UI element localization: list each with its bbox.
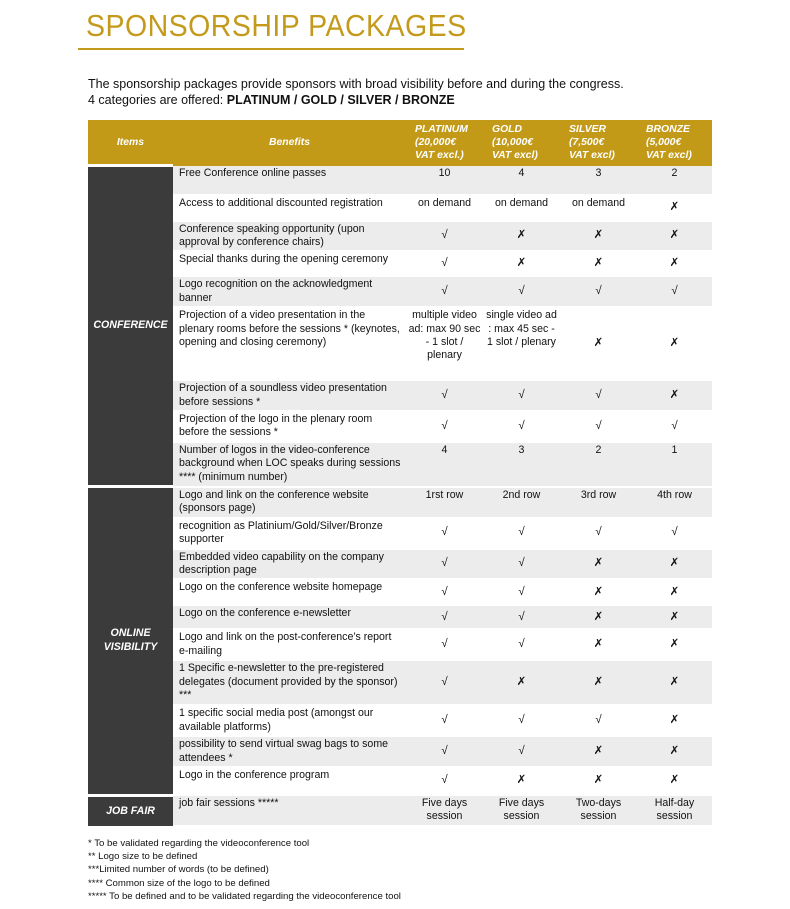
value-cell-gold: ✗ — [483, 767, 560, 795]
table-row — [88, 487, 712, 518]
benefit-cell: Logo on the conference website homepage — [173, 579, 406, 605]
benefit-cell: Free Conference online passes — [173, 166, 406, 195]
table-row — [88, 307, 712, 380]
value-cell-bronze: ✗ — [637, 549, 712, 580]
value-cell-gold: 2nd row — [483, 487, 560, 518]
value-cell-silver: ✗ — [560, 660, 637, 705]
title-underline — [78, 48, 464, 50]
value-cell-platinum: on demand — [406, 195, 483, 221]
value-cell-bronze: ✗ — [637, 705, 712, 736]
header-package-price: (7,500€ — [569, 137, 605, 149]
table-row — [88, 549, 712, 580]
header-package-name: SILVER — [569, 124, 606, 136]
header-package-vat: VAT excl.) — [415, 150, 464, 162]
footnote: **** Common size of the logo to be defined — [88, 877, 270, 889]
table-row — [88, 380, 712, 411]
table-row — [88, 660, 712, 705]
value-cell-platinum: √ — [406, 411, 483, 442]
value-cell-platinum: √ — [406, 579, 483, 605]
value-cell-platinum: 4 — [406, 442, 483, 487]
intro-line-2 — [88, 92, 728, 108]
benefit-cell: Special thanks during the opening ceremony — [173, 251, 406, 276]
value-cell-bronze: √ — [637, 518, 712, 549]
value-cell-platinum: √ — [406, 736, 483, 767]
header-benefits: Benefits — [173, 120, 406, 166]
value-cell-silver: 3rd row — [560, 487, 637, 518]
table-row — [88, 276, 712, 307]
value-cell-silver: √ — [560, 276, 637, 307]
value-cell-gold: √ — [483, 605, 560, 629]
value-cell-platinum: √ — [406, 767, 483, 795]
value-cell-gold: ✗ — [483, 660, 560, 705]
value-cell-bronze: 4th row — [637, 487, 712, 518]
header-package-vat: VAT excl) — [492, 150, 538, 162]
value-cell-gold: √ — [483, 549, 560, 580]
value-cell-bronze: ✗ — [637, 579, 712, 605]
value-cell-platinum: √ — [406, 276, 483, 307]
benefit-cell: Logo and link on the post-conference’s report e-mailing — [173, 629, 406, 660]
benefit-cell: Logo and link on the conference website (sponsors page) — [173, 487, 406, 518]
benefit-cell: Access to additional discounted registration — [173, 195, 406, 221]
sponsorship-table — [88, 120, 712, 827]
intro-text — [88, 76, 728, 108]
footnotes — [88, 837, 728, 903]
header-package-vat: VAT excl) — [646, 150, 692, 162]
table-row — [88, 195, 712, 221]
value-cell-silver: ✗ — [560, 736, 637, 767]
benefit-cell: Conference speaking opportunity (upon approval by conference chairs) — [173, 221, 406, 252]
value-cell-silver: ✗ — [560, 629, 637, 660]
value-cell-gold: √ — [483, 629, 560, 660]
value-cell-silver: ✗ — [560, 579, 637, 605]
footnote: ***** To be defined and to be validated regarding the videoconference tool — [88, 890, 401, 902]
value-cell-bronze: ✗ — [637, 629, 712, 660]
benefit-cell: Projection of a soundless video presentation before sessions * — [173, 380, 406, 411]
header-package-vat: VAT excl) — [569, 150, 615, 162]
table-row — [88, 629, 712, 660]
table-row — [88, 767, 712, 795]
page-title: SPONSORSHIP PACKAGES — [86, 8, 467, 43]
value-cell-bronze: √ — [637, 411, 712, 442]
intro-line-2-prefix: 4 categories are offered: — [88, 93, 227, 107]
group-label: JOB FAIR — [88, 795, 173, 826]
group-label: ONLINE VISIBILITY — [88, 487, 173, 795]
value-cell-bronze: Half-day session — [637, 795, 712, 826]
benefit-cell: Logo on the conference e-newsletter — [173, 605, 406, 629]
table-row — [88, 795, 712, 826]
benefit-cell: job fair sessions ***** — [173, 795, 406, 826]
benefit-cell: Logo in the conference program — [173, 767, 406, 795]
value-cell-gold: √ — [483, 411, 560, 442]
value-cell-platinum: √ — [406, 251, 483, 276]
header-bronze — [637, 120, 712, 166]
benefit-cell: possibility to send virtual swag bags to some attendees * — [173, 736, 406, 767]
value-cell-platinum: √ — [406, 629, 483, 660]
header-package-name: BRONZE — [646, 124, 690, 136]
value-cell-bronze: 2 — [637, 166, 712, 195]
value-cell-bronze: ✗ — [637, 767, 712, 795]
benefit-cell: Logo recognition on the acknowledgment banner — [173, 276, 406, 307]
benefit-cell: Number of logos in the video-conference background when LOC speaks during sessions **** (minimum number) — [173, 442, 406, 487]
header-package-name: PLATINUM — [415, 124, 468, 136]
value-cell-silver: 3 — [560, 166, 637, 195]
value-cell-silver: on demand — [560, 195, 637, 221]
value-cell-gold: √ — [483, 736, 560, 767]
benefit-cell: 1 specific social media post (amongst our available platforms) — [173, 705, 406, 736]
header-package-name: GOLD — [492, 124, 523, 136]
value-cell-platinum: Five days session — [406, 795, 483, 826]
table-row — [88, 166, 712, 195]
value-cell-gold: √ — [483, 579, 560, 605]
header-items: Items — [88, 120, 173, 166]
value-cell-silver: √ — [560, 518, 637, 549]
header-platinum — [406, 120, 483, 166]
table-row — [88, 518, 712, 549]
header-package-price: (5,000€ — [646, 137, 682, 149]
header-row — [88, 120, 712, 166]
value-cell-silver: √ — [560, 380, 637, 411]
value-cell-bronze: ✗ — [637, 380, 712, 411]
value-cell-silver: ✗ — [560, 251, 637, 276]
benefit-cell: Projection of the logo in the plenary room before the sessions * — [173, 411, 406, 442]
value-cell-bronze: √ — [637, 276, 712, 307]
value-cell-bronze: ✗ — [637, 605, 712, 629]
value-cell-gold: 4 — [483, 166, 560, 195]
value-cell-platinum: 1rst row — [406, 487, 483, 518]
value-cell-platinum: √ — [406, 221, 483, 252]
header-package-price: (10,000€ — [492, 137, 534, 149]
table-row — [88, 605, 712, 629]
value-cell-bronze: 1 — [637, 442, 712, 487]
value-cell-gold: 3 — [483, 442, 560, 487]
value-cell-platinum: √ — [406, 660, 483, 705]
table-row — [88, 442, 712, 487]
benefit-cell: Embedded video capability on the company description page — [173, 549, 406, 580]
value-cell-silver: √ — [560, 411, 637, 442]
benefit-cell: recognition as Platinium/Gold/Silver/Bronze supporter — [173, 518, 406, 549]
table-row — [88, 736, 712, 767]
value-cell-silver: ✗ — [560, 549, 637, 580]
value-cell-platinum: √ — [406, 705, 483, 736]
table-header — [88, 120, 712, 166]
table-row — [88, 579, 712, 605]
value-cell-platinum: √ — [406, 605, 483, 629]
value-cell-silver: 2 — [560, 442, 637, 487]
value-cell-gold: on demand — [483, 195, 560, 221]
group-label: CONFERENCE — [88, 166, 173, 487]
value-cell-silver: √ — [560, 705, 637, 736]
intro-line-1: The sponsorship packages provide sponsors with broad visibility before and during the congress. — [88, 77, 624, 91]
value-cell-silver: ✗ — [560, 767, 637, 795]
table-row — [88, 251, 712, 276]
footnote: ***Limited number of words (to be defined) — [88, 864, 269, 876]
value-cell-gold: √ — [483, 380, 560, 411]
value-cell-bronze: ✗ — [637, 195, 712, 221]
header-package-price: (20,000€ — [415, 137, 457, 149]
footnote: * To be validated regarding the videoconference tool — [88, 838, 310, 849]
value-cell-bronze: ✗ — [637, 251, 712, 276]
value-cell-platinum: √ — [406, 518, 483, 549]
value-cell-gold: √ — [483, 276, 560, 307]
value-cell-gold: √ — [483, 518, 560, 549]
value-cell-platinum: √ — [406, 549, 483, 580]
benefit-cell: Projection of a video presentation in the plenary rooms before the sessions * (keynotes, opening and closing ceremony) — [173, 307, 406, 380]
value-cell-gold: ✗ — [483, 221, 560, 252]
value-cell-bronze: ✗ — [637, 307, 712, 380]
value-cell-silver: ✗ — [560, 307, 637, 380]
header-gold — [483, 120, 560, 166]
footnote: ** Logo size to be defined — [88, 851, 198, 863]
table-row — [88, 411, 712, 442]
value-cell-bronze: ✗ — [637, 660, 712, 705]
value-cell-gold: ✗ — [483, 251, 560, 276]
value-cell-bronze: ✗ — [637, 221, 712, 252]
value-cell-gold: Five days session — [483, 795, 560, 826]
value-cell-silver: ✗ — [560, 605, 637, 629]
value-cell-platinum: 10 — [406, 166, 483, 195]
value-cell-silver: Two-days session — [560, 795, 637, 826]
value-cell-silver: ✗ — [560, 221, 637, 252]
intro-categories: PLATINUM / GOLD / SILVER / BRONZE — [226, 93, 455, 107]
header-silver — [560, 120, 637, 166]
value-cell-bronze: ✗ — [637, 736, 712, 767]
table-body — [88, 166, 712, 827]
table-row — [88, 221, 712, 252]
benefit-cell: 1 Specific e-newsletter to the pre-registered delegates (document provided by the sponsor) *** — [173, 660, 406, 705]
value-cell-platinum: √ — [406, 380, 483, 411]
table-row — [88, 705, 712, 736]
value-cell-platinum: multiple video ad: max 90 sec - 1 slot / plenary — [406, 307, 483, 380]
value-cell-gold: single video ad : max 45 sec - 1 slot / plenary — [483, 307, 560, 380]
value-cell-gold: √ — [483, 705, 560, 736]
